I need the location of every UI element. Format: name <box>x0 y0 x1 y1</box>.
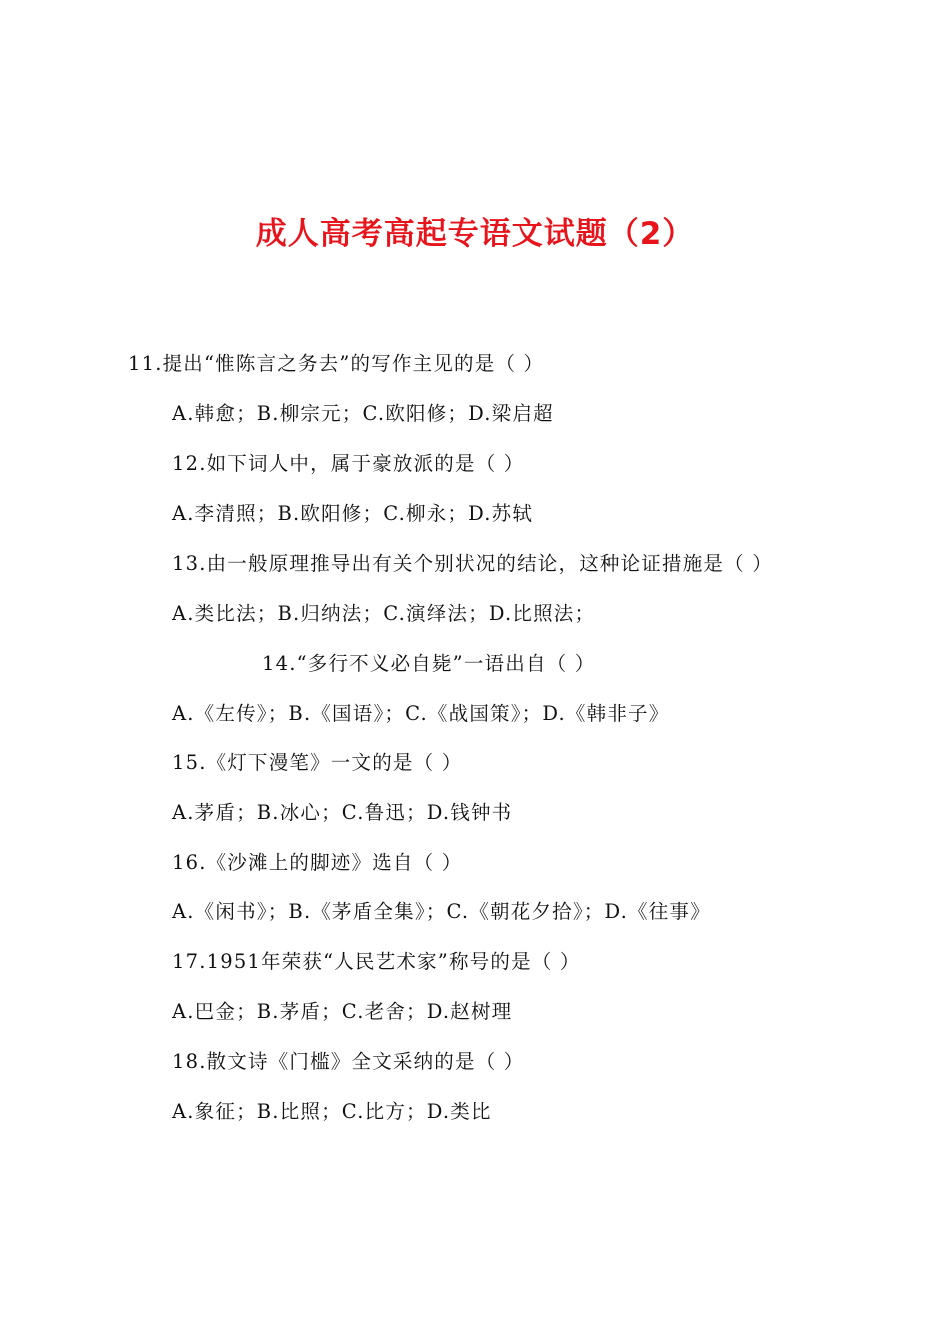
options-15: A.茅盾；B.冰心；C.鲁迅；D.钱钟书 <box>172 801 513 824</box>
question-16: 16.《沙滩上的脚迹》选自（ ） <box>172 851 463 874</box>
question-11: 11.提出“惟陈言之务去”的写作主见的是（ ） <box>128 352 545 375</box>
question-17: 17.1951年荣获“人民艺术家”称号的是（ ） <box>172 950 581 973</box>
options-13: A.类比法；B.归纳法；C.演绎法；D.比照法； <box>172 602 596 625</box>
options-17: A.巴金；B.茅盾；C.老舍；D.赵树理 <box>172 1000 513 1023</box>
options-11: A.韩愈；B.柳宗元；C.欧阳修；D.梁启超 <box>172 402 554 425</box>
options-14: A.《左传》；B.《国语》；C.《战国策》；D.《韩非子》 <box>172 702 670 725</box>
options-16: A.《闲书》；B.《茅盾全集》；C.《朝花夕拾》；D.《往事》 <box>172 900 711 923</box>
question-18: 18.散文诗《门槛》全文采纳的是（ ） <box>172 1050 525 1073</box>
question-12: 12.如下词人中，属于豪放派的是（ ） <box>172 452 525 475</box>
question-14: 14.“多行不义必自毙”一语出自（ ） <box>262 652 596 675</box>
options-12: A.李清照；B.欧阳修；C.柳永；D.苏轼 <box>172 502 534 525</box>
document-title: 成人高考高起专语文试题（2） <box>255 216 695 252</box>
question-15: 15.《灯下漫笔》一文的是（ ） <box>172 751 463 774</box>
question-13: 13.由一般原理推导出有关个别状况的结论，这种论证措施是（ ） <box>172 552 773 575</box>
options-18: A.象征；B.比照；C.比方；D.类比 <box>172 1100 492 1123</box>
